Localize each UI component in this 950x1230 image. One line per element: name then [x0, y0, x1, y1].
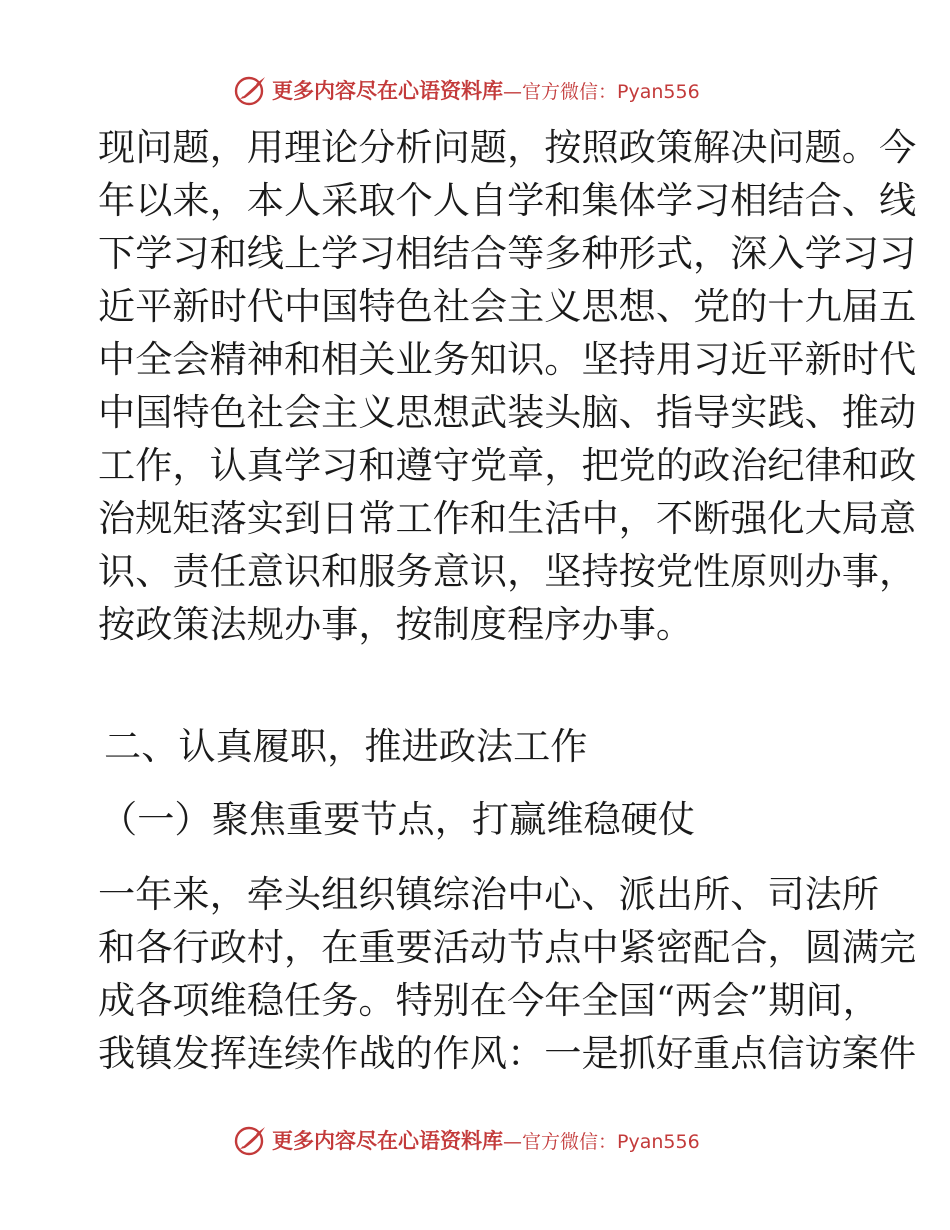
text-line: 和各行政村，在重要活动节点中紧密配合，圆满完	[98, 925, 917, 969]
text-line: 工作，认真学习和遵守党章，把党的政治纪律和政	[98, 443, 917, 487]
text-line: 现问题，用理论分析问题，按照政策解决问题。今	[98, 125, 917, 169]
section-heading: 二、认真履职，推进政法工作	[104, 724, 588, 768]
feather-pen-logo-icon	[234, 1123, 268, 1157]
text-line: 下学习和线上学习相结合等多种形式，深入学习习	[98, 231, 917, 275]
text-line: 中国特色社会主义思想武装头脑、指导实践、推动	[98, 390, 917, 434]
paragraph-2	[98, 868, 917, 1080]
banner-sub-text: —官方微信：Pyan556	[503, 80, 700, 103]
text-line: 识、责任意识和服务意识，坚持按党性原则办事，	[98, 549, 917, 593]
banner-main-text: 更多内容尽在心语资料库	[272, 1128, 503, 1153]
text-line: 中全会精神和相关业务知识。坚持用习近平新时代	[98, 337, 917, 381]
banner-sub-text: —官方微信：Pyan556	[503, 1130, 700, 1153]
paragraph-1	[98, 121, 917, 651]
feather-pen-logo-icon	[234, 73, 268, 107]
subsection-heading: （一）聚焦重要节点，打赢维稳硬仗	[100, 797, 696, 841]
text-line: 年以来，本人采取个人自学和集体学习相结合、线	[98, 178, 917, 222]
text-line: 一年来，牵头组织镇综治中心、派出所、司法所	[98, 872, 879, 916]
banner-main-text: 更多内容尽在心语资料库	[272, 78, 503, 103]
text-line: 近平新时代中国特色社会主义思想、党的十九届五	[98, 284, 917, 328]
text-line: 按政策法规办事，按制度程序办事。	[98, 602, 694, 646]
footer-banner	[234, 1122, 700, 1158]
text-line: 我镇发挥连续作战的作风：一是抓好重点信访案件	[98, 1031, 917, 1075]
text-line: 治规矩落实到日常工作和生活中，不断强化大局意	[98, 496, 917, 540]
text-line: 成各项维稳任务。特别在今年全国“两会”期间，	[98, 978, 880, 1022]
header-banner	[234, 72, 700, 108]
